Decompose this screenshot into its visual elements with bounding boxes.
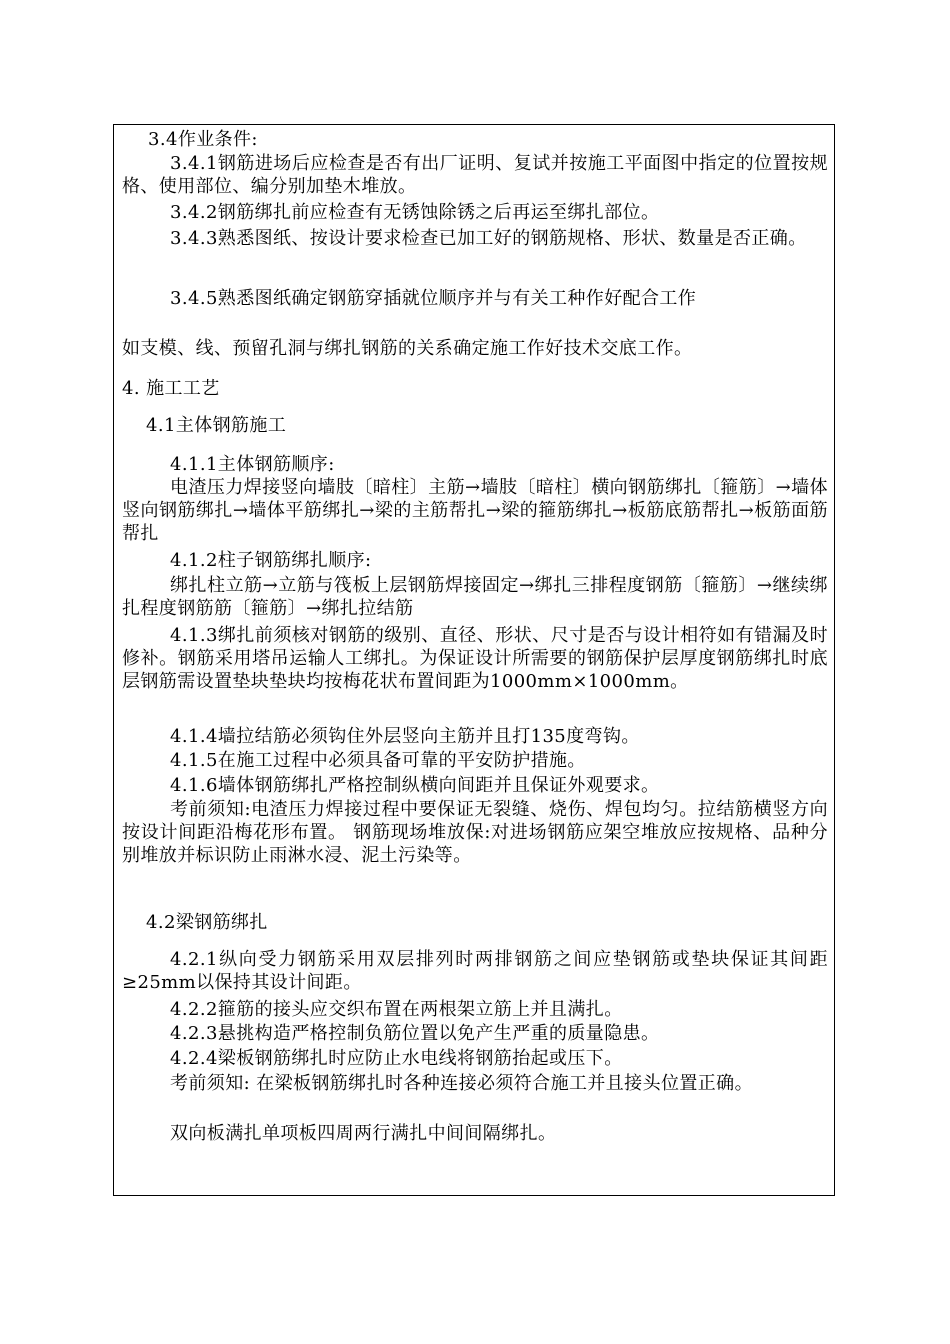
section-3-4: 3.4作业条件: bbox=[148, 129, 258, 150]
section-4-1-heading: 4.1主体钢筋施工 bbox=[146, 415, 287, 436]
item-3-4-5-continued: 如支模、线、预留孔洞与绑扎钢筋的关系确定施工作好技术交底工作。 bbox=[122, 338, 693, 359]
note-4-1: 考前须知:电渣压力焊接过程中要保证无裂缝、烧伤、焊包均匀。拉结筋横竖方向按设计间距沿梅花形布置。 钢筋现场堆放保:对进场钢筋应架空堆放应按规格、品种分别堆放并标识防止雨淋水浸、泥土污染等。 bbox=[122, 799, 828, 866]
item-4-1-2: 4.1.2柱子钢筋绑扎顺序: bbox=[170, 550, 372, 571]
item-4-2-1: 4.2.1纵向受力钢筋采用双层排列时两排钢筋之间应垫钢筋或垫块保证其间距≥25mm以保持其设计间距。 bbox=[122, 949, 828, 993]
item-4-1-1: 4.1.1主体钢筋顺序: bbox=[170, 454, 335, 475]
item-3-4-1: 3.4.1钢筋进场后应检查是否有出厂证明、复试并按施工平面图中指定的位置按规格、使用部位、编分别加垫木堆放。 bbox=[122, 153, 828, 197]
item-4-1-3: 4.1.3绑扎前须核对钢筋的级别、直径、形状、尺寸是否与设计相符如有错漏及时修补。钢筋采用塔吊运输人工绑扎。为保证设计所需要的钢筋保护层厚度钢筋绑扎时底层钢筋需设置垫块垫块均按梅花状布置间距为1000mm×1000mm。 bbox=[122, 625, 828, 692]
item-3-4-3: 3.4.3熟悉图纸、按设计要求检查已加工好的钢筋规格、形状、数量是否正确。 bbox=[170, 228, 807, 249]
item-4-1-4: 4.1.4墙拉结筋必须钩住外层竖向主筋并且打135度弯钩。 bbox=[170, 726, 640, 747]
note-4-2: 考前须知: 在梁板钢筋绑扎时各种连接必须符合施工并且接头位置正确。 bbox=[170, 1073, 753, 1094]
note-4-2-extra: 双向板满扎单项板四周两行满扎中间间隔绑扎。 bbox=[170, 1123, 557, 1144]
item-3-4-2: 3.4.2钢筋绑扎前应检查有无锈蚀除锈之后再运至绑扎部位。 bbox=[170, 202, 660, 223]
item-4-1-1-sequence: 电渣压力焊接竖向墙肢〔暗柱〕主筋→墙肢〔暗柱〕横向钢筋绑扎〔箍筋〕→墙体竖向钢筋绑扎→墙体平筋绑扎→梁的主筋帮扎→梁的箍筋绑扎→板筋底筋帮扎→板筋面筋帮扎 bbox=[122, 477, 828, 544]
item-3-4-5: 3.4.5熟悉图纸确定钢筋穿插就位顺序并与有关工种作好配合工作 bbox=[170, 288, 697, 309]
item-4-2-2: 4.2.2箍筋的接头应交织布置在两根架立筋上并且满扎。 bbox=[170, 999, 623, 1020]
section-4-heading: 4. 施工工艺 bbox=[122, 378, 220, 399]
item-4-2-4: 4.2.4梁板钢筋绑扎时应防止水电线将钢筋抬起或压下。 bbox=[170, 1048, 623, 1069]
item-4-2-3: 4.2.3悬挑构造严格控制负筋位置以免产生严重的质量隐患。 bbox=[170, 1023, 660, 1044]
section-4-2-heading: 4.2梁钢筋绑扎 bbox=[146, 912, 268, 933]
item-4-1-6: 4.1.6墙体钢筋绑扎严格控制纵横向间距并且保证外观要求。 bbox=[170, 775, 660, 796]
item-4-1-5: 4.1.5在施工过程中必须具备可靠的平安防护措施。 bbox=[170, 750, 586, 771]
item-4-1-2-sequence: 绑扎柱立筋→立筋与筏板上层钢筋焊接固定→绑扎三排程度钢筋〔箍筋〕→继续绑扎程度钢筋筋〔箍筋〕→绑扎拉结筋 bbox=[122, 575, 828, 619]
